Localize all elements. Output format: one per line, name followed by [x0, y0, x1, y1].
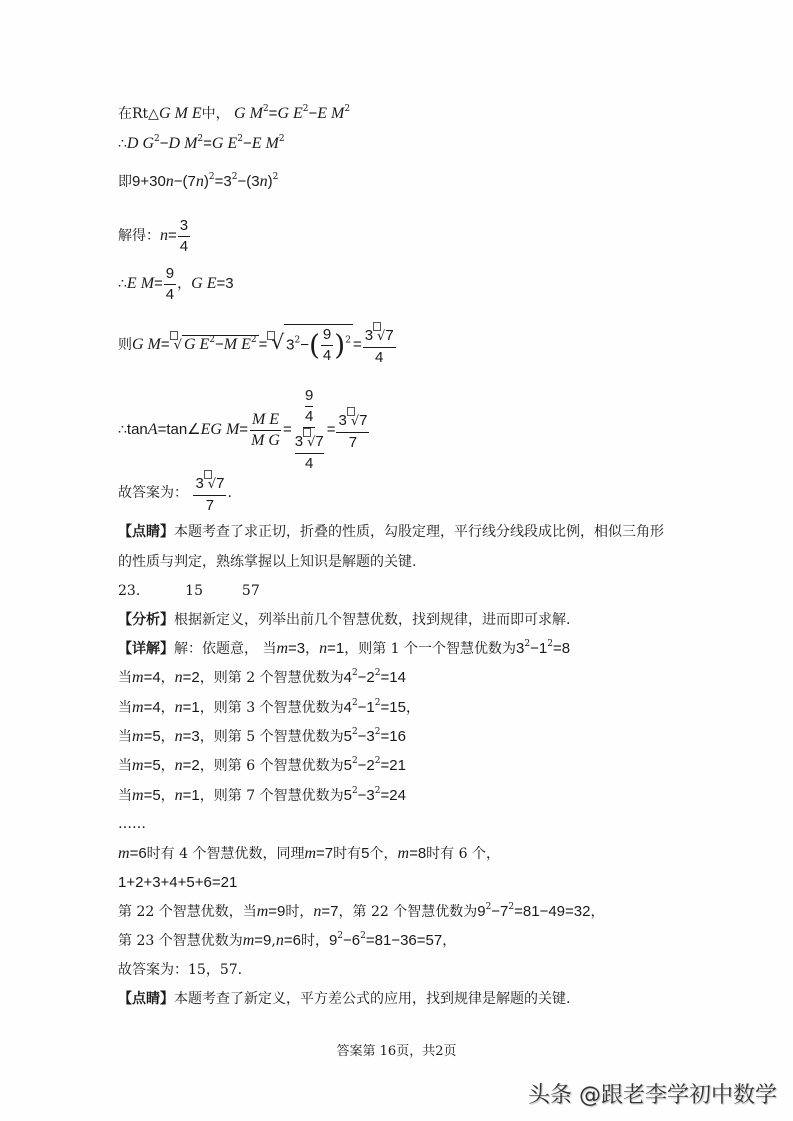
detail-line-7: m=6时有 4 个智慧优数，同理m=7时有5个，m=8时有 6 个， [118, 845, 500, 862]
detail-line-3: 当m=4，n=1，则第 3 个智慧优数为$4^2-1^2=15$， [118, 698, 420, 716]
equation-line-6: 则G M= √ G $E^2-M$ $E^2$ = √ $3^2-$( $\frac{9}{4}$ )$^2$ = $\frac{3 √7}{4}$ [118, 318, 397, 370]
remark-1-line-2: 的性质与判定，熟练掌握以上知识是解题的关键. [118, 554, 417, 570]
text-prefix: 在Rt△ [118, 106, 159, 122]
detail-line-4: 当m=5，n=3，则第 5 个智慧优数为$5^2-3^2=16$ [118, 727, 406, 745]
sum-line: 1+2+3+4+5+6=21 [118, 874, 238, 891]
ellipsis-line: …… [118, 816, 146, 832]
detail-line-2: 当m=4，n=2，则第 2 个智慧优数为$4^2-2^2=14$ [118, 668, 406, 686]
watermark: 头条 @跟老李学初中数学 [528, 1083, 777, 1108]
remark-2: 【点睛】本题考查了新定义，平方差公式的应用，找到规律是解题的关键. [118, 991, 571, 1007]
detail-line-8: 第 22 个智慧优数，当m=9时，n=7，第 22 个智慧优数为$9^2-7^2=81-49=32$， [118, 902, 605, 920]
answer-1: 15 [185, 583, 203, 599]
detail-line-9: 第 23 个智慧优数为m=9,n=6时，$9^2-6^2=81-36=57$， [118, 931, 457, 949]
page-number: 答案第 16页，共2页 [336, 1044, 457, 1059]
page-footer [0, 1040, 793, 1059]
detail-line-6: 当m=5，n=1，则第 7 个智慧优数为$5^2-3^2=24$ [118, 786, 406, 804]
equation-line-7: ∴tanA=tan∠EG M= $\frac{\text{M E}}{\text{M G}}$ = 9 4 3 √7 4 = $\frac{3 √7}{7}$ [118, 387, 368, 472]
remark-1-line-1: 【点睛】本题考查了求正切，折叠的性质，勾股定理，平行线分线段成比例，相似三角形 [118, 524, 664, 540]
answer-line-23: 故答案为：15，57. [118, 962, 243, 978]
answer-line-22: 故答案为： $\frac{3 √7}{7}$ . [118, 470, 232, 516]
question-23-header [118, 581, 260, 601]
remark-tag: 【点睛】 [118, 524, 174, 540]
detail-line-1: 【详解】解：依题意， 当m=3，n=1，则第 1 个一个智慧优数为$3^2-1^2=8$ [118, 639, 571, 657]
equation-line-2: ∴D $G^2-D$ $M^2=G$ $E^2-E$ $M^2$ [118, 134, 285, 152]
answer-2: 57 [241, 583, 260, 599]
equation-line-1: 在Rt△G M E中， G $M^2=G$ $E^2-E$ $M^2$ [118, 104, 351, 122]
equation-line-5: ∴E M= $\frac{9}{4}$ ，G E=3 [118, 264, 234, 303]
detail-line-5: 当m=5，n=2，则第 6 个智慧优数为$5^2-2^2=21$ [118, 756, 406, 774]
analysis-line: 【分析】根据新定义，列举出前几个智慧优数，找到规律，进而即可求解. [118, 612, 571, 628]
question-number: 23. [118, 583, 141, 599]
equation-line-4: 解得：n= $\frac{3}{4}$ [118, 216, 189, 255]
equation-line-3: 即$9+30n-(7n)^2=3^2-(3n)^2$ [118, 172, 279, 190]
